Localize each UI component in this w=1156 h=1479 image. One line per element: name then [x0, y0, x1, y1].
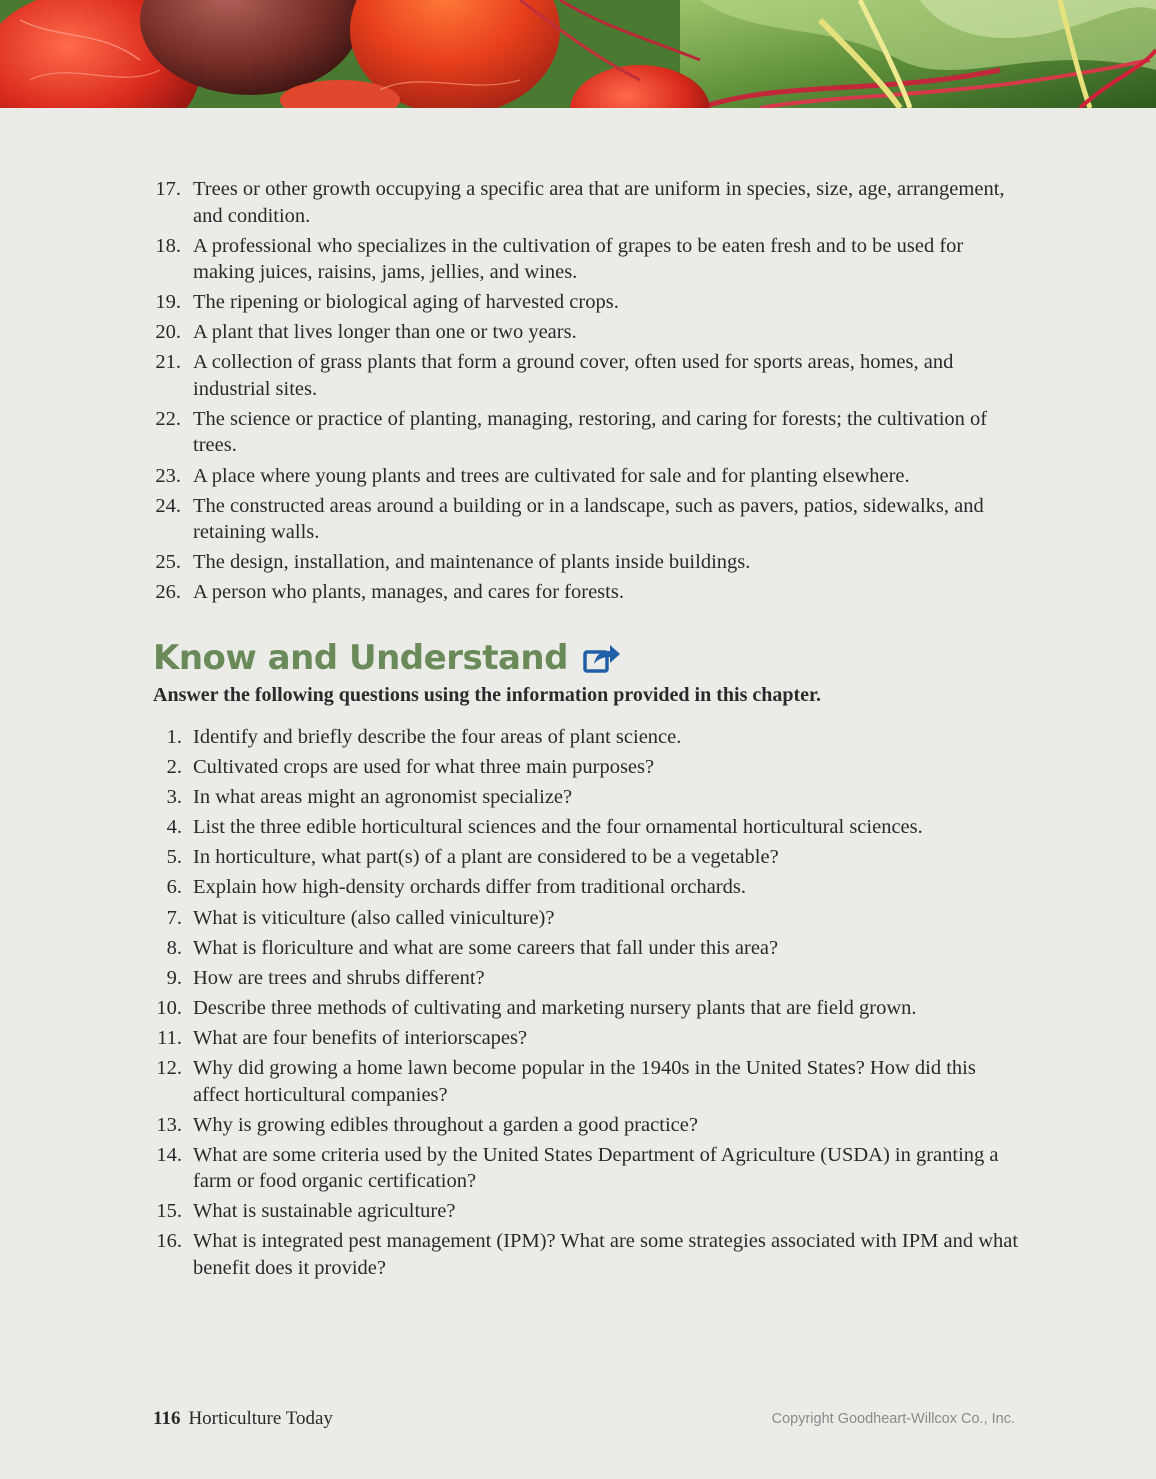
definition-item [154, 579, 1024, 606]
item-number: 7. [166, 906, 182, 929]
item-number: 12. [156, 1057, 182, 1080]
item-text: Cultivated crops are used for what three main purposes? [193, 756, 655, 779]
item-number: 1. [166, 726, 182, 748]
item-text: Describe three methods of cultivating and marketing nursery plants that are field grown. [193, 996, 917, 1019]
section-heading [153, 633, 622, 683]
item-text: A collection of grass plants that form a ground cover, often used for sports areas, homes, and industrial sites. [193, 351, 954, 400]
item-text: Trees or other growth occupying a specific area that are uniform in species, size, age, arrangement, and condition. [193, 178, 1005, 227]
item-text: What is viticulture (also called viniculture)? [193, 906, 555, 929]
item-text: Explain how high-density orchards differ from traditional orchards. [193, 876, 746, 899]
question-item [154, 724, 1024, 751]
section-heading-text: Know and Understand [153, 638, 568, 678]
definition-item [154, 233, 1024, 286]
item-text: What is integrated pest management (IPM)? What are some strategies associated with IPM and what benefit does it provide? [193, 1230, 1019, 1279]
item-number: 13. [156, 1113, 182, 1136]
question-item [154, 995, 1024, 1022]
item-text: What is floriculture and what are some careers that fall under this area? [193, 936, 779, 959]
item-number: 10. [156, 996, 182, 1019]
question-item [154, 1112, 1024, 1139]
item-text: The ripening or biological aging of harvested crops. [193, 291, 619, 314]
question-item [154, 965, 1024, 992]
item-text: The design, installation, and maintenance of plants inside buildings. [193, 551, 751, 574]
question-item [154, 844, 1024, 871]
header-photo-beets [0, 0, 1156, 108]
beets-illustration [0, 0, 1156, 108]
question-item [154, 784, 1024, 811]
item-number: 26. [155, 581, 181, 604]
definition-item [154, 349, 1024, 402]
item-text: List the three edible horticultural sciences and the four ornamental horticultural sciences. [193, 816, 923, 839]
page-number: 116 [153, 1408, 181, 1429]
item-text: In what areas might an agronomist specialize? [193, 786, 573, 809]
item-number: 3. [166, 786, 182, 809]
definition-item [154, 176, 1024, 229]
share-arrow-icon[interactable] [582, 640, 622, 676]
question-item [154, 905, 1024, 932]
item-number: 5. [166, 846, 182, 869]
question-item [154, 1055, 1024, 1108]
item-number: 11. [157, 1026, 182, 1049]
item-number: 17. [155, 178, 181, 200]
item-number: 24. [155, 494, 181, 517]
definition-item [154, 493, 1024, 546]
item-text: The constructed areas around a building or in a landscape, such as pavers, patios, sidewalks, and retaining walls. [193, 494, 984, 544]
item-number: 4. [166, 816, 182, 839]
question-item [154, 874, 1024, 901]
instructions-text: Answer the following questions using the information provided in this chapter. [153, 684, 822, 706]
question-item [154, 1025, 1024, 1052]
definition-item [154, 463, 1024, 490]
item-text: What is sustainable agriculture? [193, 1200, 456, 1223]
item-text: Why did growing a home lawn become popular in the 1940s in the United States? How did this affect horticultural companies? [193, 1057, 976, 1106]
definition-item [154, 319, 1024, 346]
copyright-notice: Copyright Goodheart-Willcox Co., Inc. [771, 1411, 1015, 1427]
item-number: 8. [166, 936, 182, 959]
question-item [154, 1228, 1024, 1281]
definitions-list [154, 176, 1024, 609]
item-number: 23. [155, 464, 181, 487]
definition-item [154, 289, 1024, 316]
item-text: A plant that lives longer than one or two years. [193, 321, 577, 344]
book-title: Horticulture Today [188, 1408, 333, 1429]
item-text: How are trees and shrubs different? [193, 966, 485, 989]
item-number: 22. [155, 407, 181, 430]
definition-item [154, 406, 1024, 459]
item-text: A professional who specializes in the cultivation of grapes to be eaten fresh and to be used for making juices, raisins, jams, jellies, and wines. [193, 234, 964, 284]
questions-list [154, 724, 1024, 1285]
item-number: 20. [155, 321, 181, 344]
item-text: What are four benefits of interiorscapes? [193, 1026, 528, 1049]
page-footer [153, 1408, 333, 1430]
item-text: A place where young plants and trees are cultivated for sale and for planting elsewhere. [193, 464, 910, 487]
question-item [154, 814, 1024, 841]
item-number: 14. [156, 1143, 182, 1166]
question-item [154, 754, 1024, 781]
definition-item [154, 549, 1024, 576]
item-number: 25. [155, 551, 181, 574]
question-item [154, 1198, 1024, 1225]
item-number: 21. [155, 351, 181, 374]
question-item [154, 1142, 1024, 1195]
item-text: Why is growing edibles throughout a garden a good practice? [193, 1113, 698, 1136]
item-number: 16. [156, 1230, 182, 1253]
item-number: 15. [156, 1200, 182, 1223]
item-number: 19. [155, 291, 181, 314]
question-item [154, 935, 1024, 962]
item-text: A person who plants, manages, and cares for forests. [193, 581, 624, 604]
item-text: What are some criteria used by the United States Department of Agriculture (USDA) in granting a farm or food organic certification? [193, 1143, 999, 1193]
item-number: 6. [166, 876, 182, 899]
item-text: Identify and briefly describe the four areas of plant science. [193, 726, 682, 748]
item-text: In horticulture, what part(s) of a plant are considered to be a vegetable? [193, 846, 779, 869]
item-number: 18. [155, 234, 181, 257]
item-number: 2. [166, 756, 182, 779]
item-number: 9. [166, 966, 182, 989]
item-text: The science or practice of planting, managing, restoring, and caring for forests; the cultivation of trees. [193, 407, 988, 457]
